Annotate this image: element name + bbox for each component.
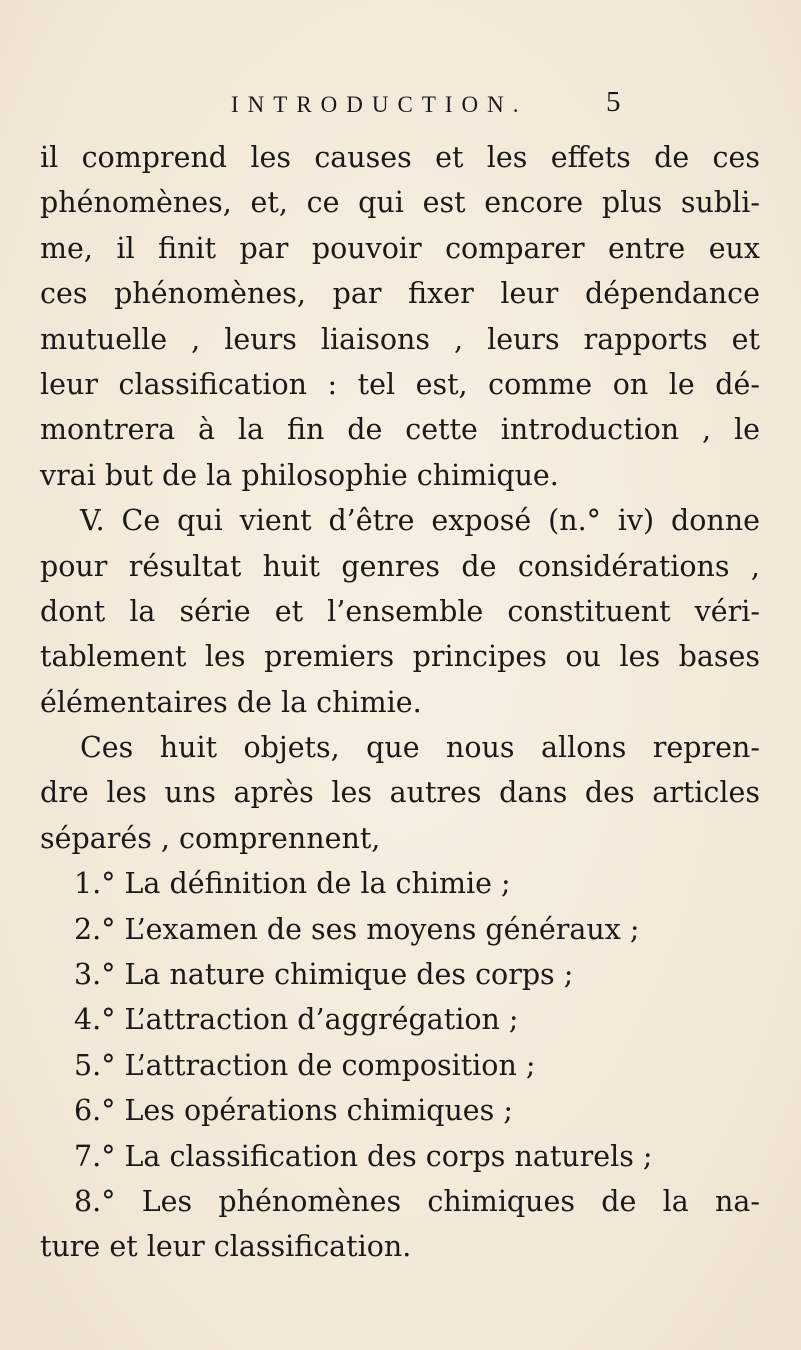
text-line: montrera à la fin de cette introduction , le [40, 413, 760, 447]
running-header [0, 86, 801, 132]
text-line: dont la série et l’ensemble constituent véri- [40, 594, 760, 628]
text-line: mutuelle , leurs liaisons , leurs rapports et [40, 322, 760, 356]
body-text [40, 135, 760, 1270]
list-item: 6.° Les opérations chimiques ; [74, 1094, 513, 1128]
text-line: leur classification : tel est, comme on le dé- [40, 367, 760, 401]
text-line: tablement les premiers principes ou les bases [40, 640, 760, 674]
running-title: INTRODUCTION. [231, 92, 528, 117]
list-item: 3.° La nature chimique des corps ; [74, 958, 574, 992]
text-line: phénomènes, et, ce qui est encore plus subli- [40, 186, 760, 220]
page-number: 5 [606, 86, 621, 118]
text-line: il comprend les causes et les effets de ces [40, 141, 760, 174]
list-item: 1.° La définition de la chimie ; [74, 867, 511, 901]
list-item: 7.° La classification des corps naturels ; [74, 1139, 653, 1173]
paragraph-start-line: Ces huit objets, que nous allons repren- [80, 731, 760, 765]
list-item: 4.° L’attraction d’aggrégation ; [74, 1003, 519, 1037]
final-line: ture et leur classification. [40, 1230, 412, 1264]
paragraph-end-line: élémentaires de la chimie. [40, 685, 422, 719]
list-item: 5.° L’attraction de composition ; [74, 1048, 536, 1082]
text-line: pour résultat huit genres de considérations , [40, 549, 760, 583]
text-line: me, il finit par pouvoir comparer entre eux [40, 231, 760, 265]
paragraph-end-line: séparés , comprennent, [40, 821, 381, 855]
list-item: 2.° L’examen de ses moyens généraux ; [74, 912, 640, 946]
list-item: 8.° Les phénomènes chimiques de la na- [74, 1184, 760, 1218]
text-line: dre les uns après les autres dans des articles [40, 776, 760, 810]
paragraph-start-line: V. Ce qui vient d’être exposé (n.° iv) donne [80, 504, 760, 538]
paragraph-end-line: vrai but de la philosophie chimique. [40, 458, 559, 492]
text-line: ces phénomènes, par fixer leur dépendance [40, 277, 760, 311]
